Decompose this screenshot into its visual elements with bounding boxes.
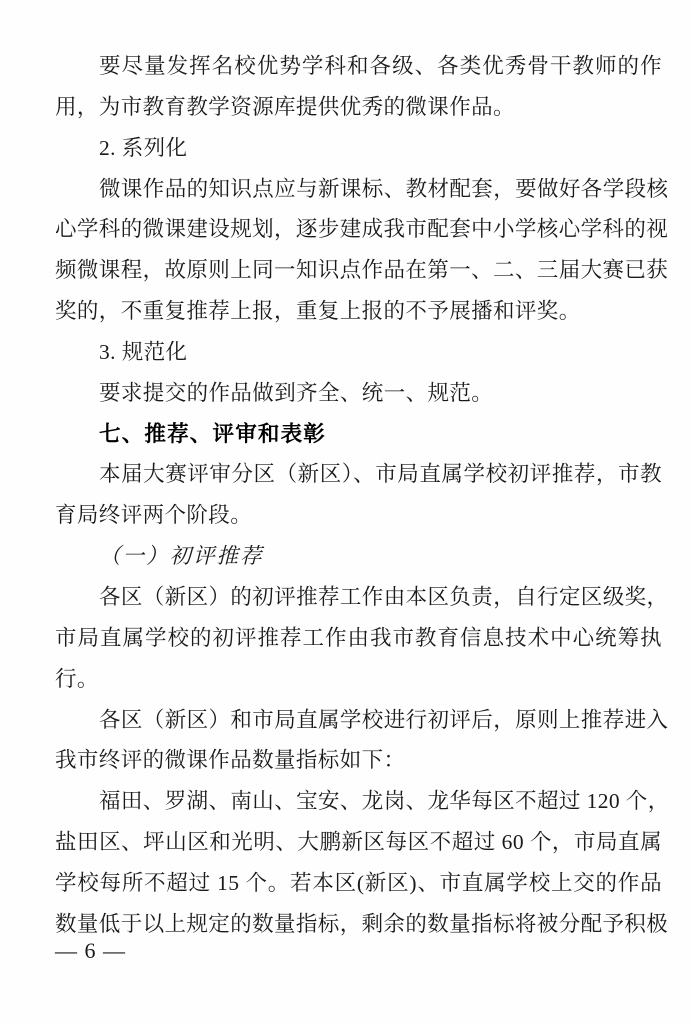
paragraph-line: 本届大赛评审分区（新区）、市局直属学校初评推荐，市教 bbox=[99, 462, 662, 487]
paragraph-line: 频微课程，故原则上同一知识点作品在第一、二、三届大赛已获 bbox=[55, 258, 669, 283]
paragraph-line: 市局直属学校的初评推荐工作由我市教育信息技术中心统筹执 bbox=[55, 625, 662, 650]
page-number: — 6 — bbox=[55, 938, 126, 963]
paragraph-line: 学校每所不超过 15 个。若本区(新区)、市直属学校上交的作品 bbox=[55, 870, 662, 895]
list-item-3: 3. 规范化 bbox=[99, 339, 188, 364]
paragraph-line: 我市终评的微课作品数量指标如下： bbox=[55, 748, 406, 773]
paragraph-line: 要求提交的作品做到齐全、统一、规范。 bbox=[99, 380, 494, 405]
subsection-heading: （一）初评推荐 bbox=[99, 544, 264, 569]
paragraph-line: 行。 bbox=[55, 666, 99, 691]
list-item-2: 2. 系列化 bbox=[99, 135, 188, 160]
paragraph-line: 盐田区、坪山区和光明、大鹏新区每区不超过 60 个，市局直属 bbox=[55, 830, 662, 855]
paragraph-line: 要尽量发挥名校优势学科和各级、各类优秀骨干教师的作 bbox=[99, 54, 662, 78]
paragraph-line: 用，为市教育教学资源库提供优秀的微课作品。 bbox=[55, 94, 515, 119]
paragraph-line: 奖的，不重复推荐上报，重复上报的不予展播和评奖。 bbox=[55, 299, 581, 324]
section-heading: 七、推荐、评审和表彰 bbox=[99, 421, 327, 446]
paragraph-line: 育局终评两个阶段。 bbox=[55, 503, 253, 528]
paragraph-line: 微课作品的知识点应与新课标、教材配套，要做好各学段核 bbox=[99, 176, 669, 201]
paragraph-line: 心学科的微课建设规划，逐步建成我市配套中小学核心学科的视 bbox=[55, 217, 669, 242]
paragraph-line: 福田、罗湖、南山、宝安、龙岗、龙华每区不超过 120 个， bbox=[99, 789, 670, 814]
paragraph-line: 数量低于以上规定的数量指标，剩余的数量指标将被分配予积极 bbox=[55, 911, 669, 936]
paragraph-line: 各区（新区）和市局直属学校进行初评后，原则上推荐进入 bbox=[99, 707, 669, 732]
paragraph-line: 各区（新区）的初评推荐工作由本区负责，自行定区级奖， bbox=[99, 584, 669, 609]
